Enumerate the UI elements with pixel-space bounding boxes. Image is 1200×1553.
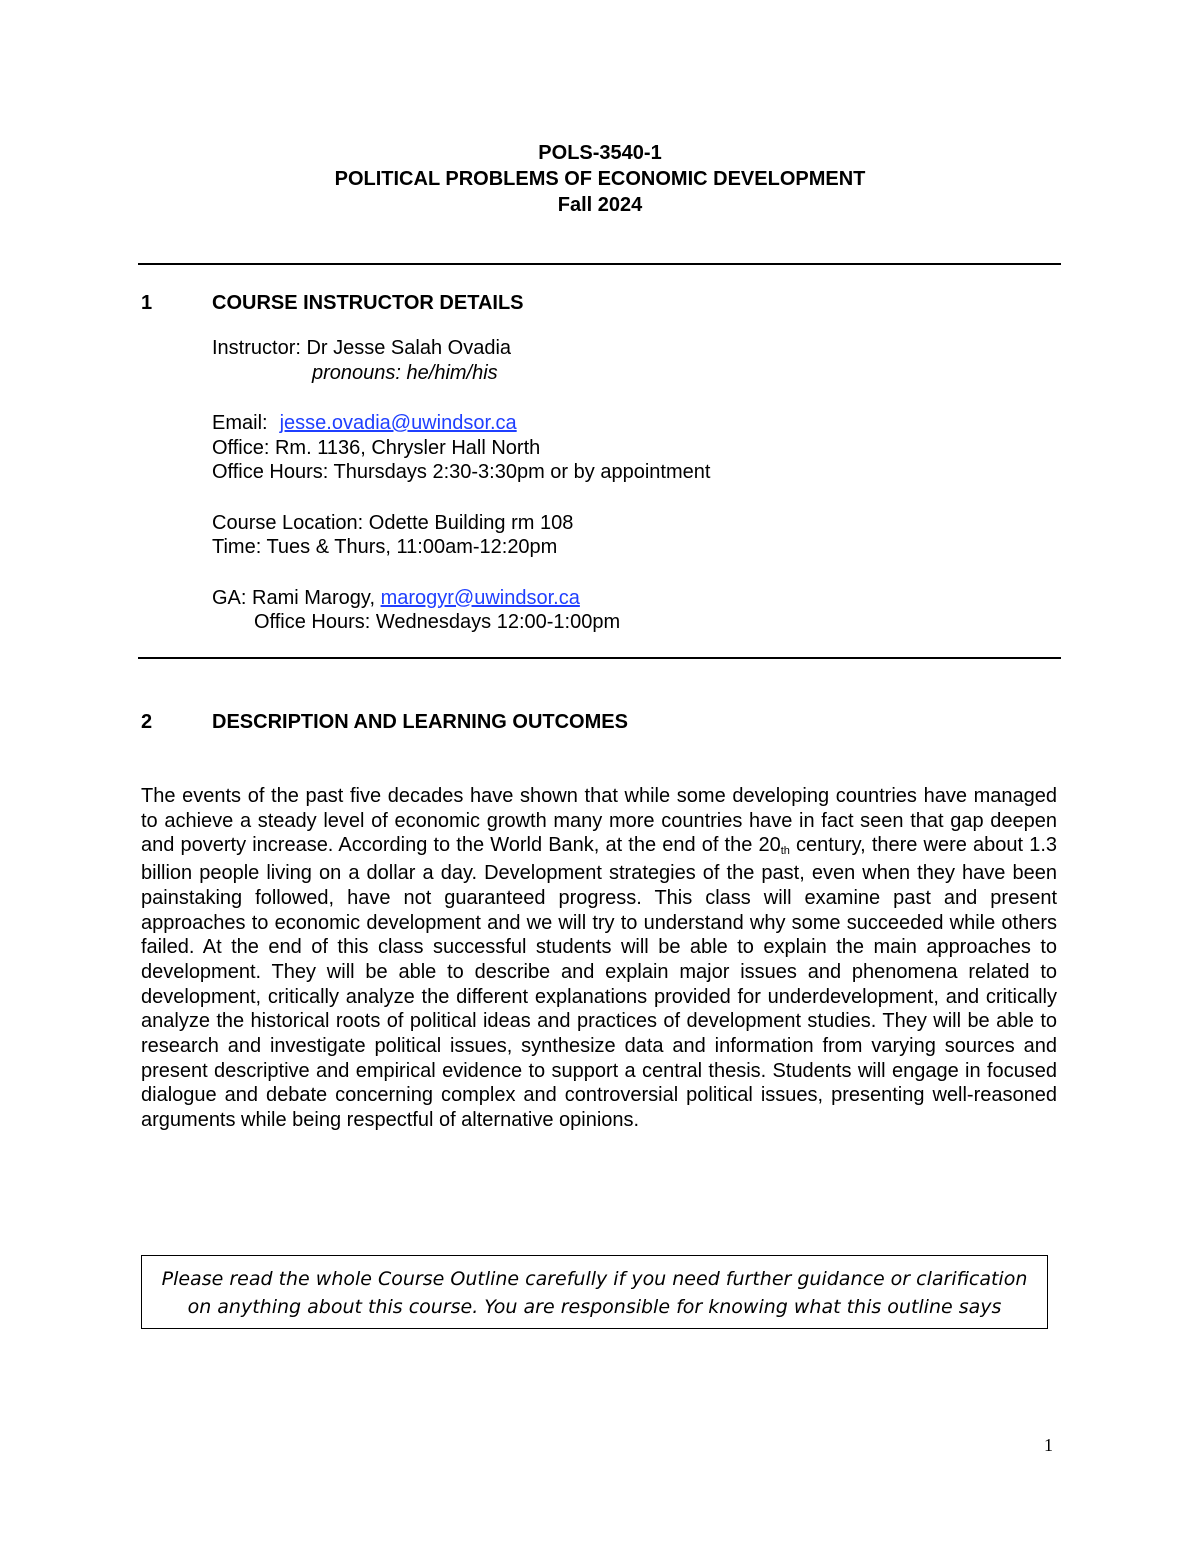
course-location: Course Location: Odette Building rm 108 bbox=[212, 511, 574, 534]
instructor-pronouns: pronouns: he/him/his bbox=[312, 361, 498, 384]
document-title-block bbox=[0, 140, 1200, 218]
divider-middle bbox=[138, 657, 1061, 659]
section-1-number: 1 bbox=[141, 292, 153, 314]
course-code: POLS-3540-1 bbox=[538, 142, 662, 164]
section-2-title: DESCRIPTION AND LEARNING OUTCOMES bbox=[212, 711, 628, 733]
description-paragraph bbox=[141, 784, 1057, 1133]
email-label: Email: bbox=[212, 412, 268, 434]
ga-line bbox=[212, 586, 710, 611]
section-1-title: COURSE INSTRUCTOR DETAILS bbox=[212, 292, 524, 314]
ga-label: GA: Rami Marogy, bbox=[212, 586, 375, 609]
office-hours: Office Hours: Thursdays 2:30-3:30pm or by appointment bbox=[212, 461, 711, 483]
notice-box bbox=[141, 1255, 1048, 1329]
instructor-details bbox=[212, 336, 710, 635]
email-line bbox=[212, 411, 710, 436]
notice-line-2: on anything about this course. You are responsible for knowing what this outline says bbox=[187, 1296, 1002, 1318]
page-number: 1 bbox=[1044, 1435, 1053, 1455]
course-title: POLITICAL PROBLEMS OF ECONOMIC DEVELOPMENT bbox=[334, 168, 866, 190]
instructor-name: Instructor: Dr Jesse Salah Ovadia bbox=[212, 337, 512, 359]
office-location: Office: Rm. 1136, Chrysler Hall North bbox=[212, 436, 541, 459]
ga-email-link[interactable]: marogyr@uwindsor.ca bbox=[380, 586, 580, 609]
section-2-number: 2 bbox=[141, 711, 153, 733]
divider-top bbox=[138, 263, 1061, 265]
ga-office-hours: Office Hours: Wednesdays 12:00-1:00pm bbox=[254, 611, 621, 633]
instructor-email-link[interactable]: jesse.ovadia@uwindsor.ca bbox=[279, 412, 517, 434]
section-1-heading bbox=[141, 290, 524, 316]
notice-line-1: Please read the whole Course Outline carefully if you need further guidance or clarification bbox=[161, 1268, 1028, 1290]
description-superscript: th bbox=[780, 845, 790, 858]
description-text-part2: century, there were about 1.3 billion people living on a dollar a day. Development strategies of the past, even when they have been painstaking followed, have not guaranteed progress. This class will examine past and present approaches to economic development and we will try to understand why some succeeded while others failed. At the end of this class successful students will be able to explain the main approaches to development. They will be able to describe and explain major issues and phenomena related to development, critically analyze the different explanations provided for underdevelopment, and critically analyze the historical roots of political ideas and practices of development studies. They will be able to research and investigate political issues, synthesize data and information from varying sources and present descriptive and empirical evidence to support a central thesis. Students will engage in focused dialogue and debate concerning complex and controversial political issues, presenting well-reasoned arguments while being respectful of alternative opinions. bbox=[141, 834, 1058, 1132]
course-term: Fall 2024 bbox=[557, 194, 643, 216]
course-time: Time: Tues & Thurs, 11:00am-12:20pm bbox=[212, 536, 558, 558]
section-2-heading bbox=[141, 709, 628, 735]
description-text-part1: The events of the past five decades have shown that while some developing countries have managed to achieve a steady level of economic growth many more countries have in fact seen that gap deepen and poverty increase. According to the World Bank, at the end of the 20 bbox=[141, 785, 1057, 857]
